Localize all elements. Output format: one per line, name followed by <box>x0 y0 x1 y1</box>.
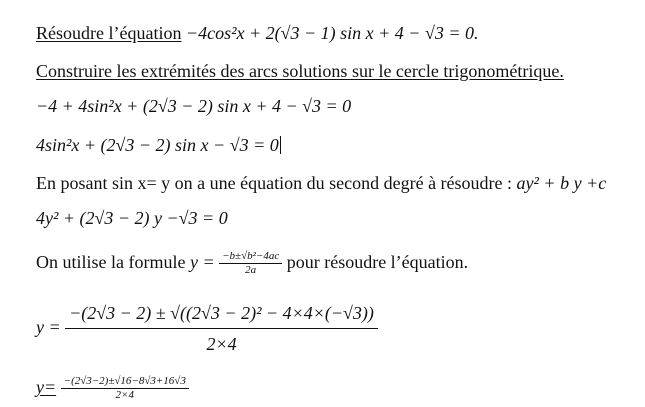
computed-lhs: y= <box>36 377 57 397</box>
computed-denominator: 2×4 <box>115 389 134 402</box>
formula-prefix: On utilise la formule <box>36 252 186 272</box>
formula-denominator: 2a <box>245 264 257 277</box>
quadratic-form: ay² + b y +c <box>516 173 607 193</box>
quadratic-equation: 4y² + (2√3 − 2) y −√3 = 0 <box>36 208 228 228</box>
problem-label: Résoudre l’équation <box>36 23 182 43</box>
substituted-fraction <box>65 298 378 359</box>
simplified-equation-text: 4sin²x + (2√3 − 2) sin x − √3 = 0 <box>36 135 279 155</box>
problem-statement <box>36 22 478 44</box>
problem-equation: −4cos²x + 2(√3 − 1) sin x + 4 − √3 = 0. <box>185 23 479 43</box>
formula-lhs: y = <box>189 252 215 272</box>
substituted-formula <box>36 292 378 362</box>
text-cursor <box>280 136 281 154</box>
substituted-denominator: 2×4 <box>206 334 237 355</box>
computed-formula <box>36 368 189 406</box>
formula-sentence <box>36 244 468 280</box>
substituted-numerator: −(2√3 − 2) ± √((2√3 − 2)² − 4×4×(−√3)) <box>65 298 378 329</box>
simplified-equation <box>36 134 281 156</box>
formula-suffix: pour résoudre l’équation. <box>286 252 469 272</box>
computed-fraction <box>61 375 189 402</box>
quadratic-formula-fraction <box>219 250 282 277</box>
substitution-text: En posant sin x= y on a une équation du second degré à résoudre : <box>36 173 513 193</box>
formula-numerator: −b±√b²−4ac <box>219 250 282 264</box>
computed-numerator: −(2√3−2)±√16−8√3+16√3 <box>61 375 189 389</box>
expanded-equation: −4 + 4sin²x + (2√3 − 2) sin x + 4 − √3 = 0 <box>36 96 352 116</box>
substituted-lhs: y = <box>36 317 61 337</box>
substitution-sentence <box>36 172 606 194</box>
construction-instruction: Construire les extrémités des arcs solutions sur le cercle trigonométrique. <box>36 61 564 81</box>
